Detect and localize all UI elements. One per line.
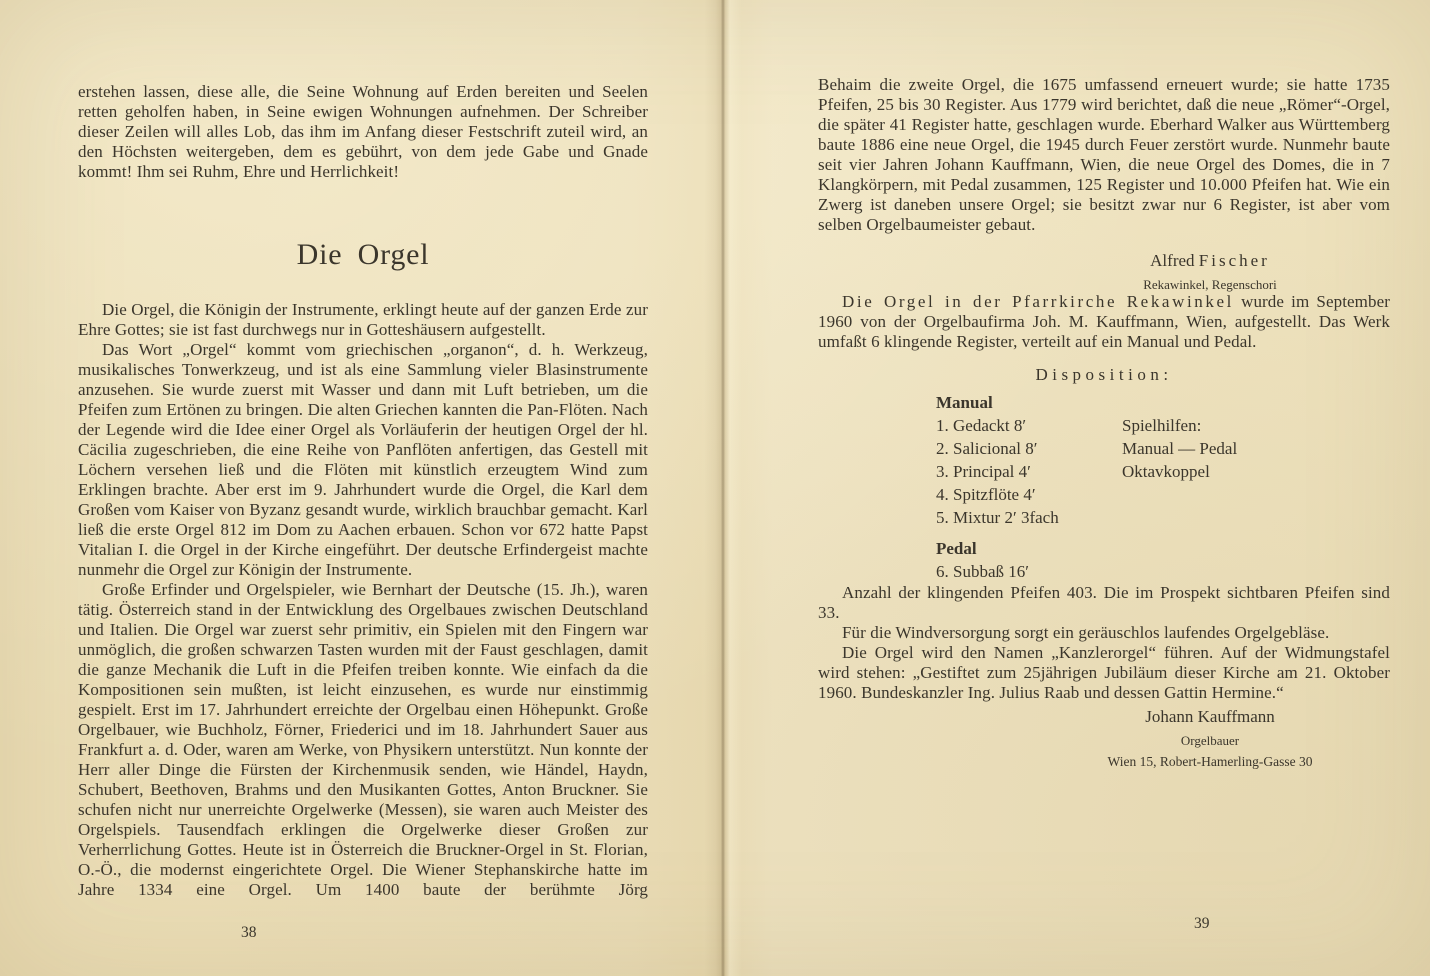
dedication-rest: wurde im September 1960 von der Orgelbaufirma Joh. M. Kauffmann, Wien, aufgestellt. Das Werk umfaßt 6 klingende Register, verteilt auf ein Manual und Pedal.: [818, 292, 1390, 351]
stop-item: 1. Gedackt 8′: [936, 416, 1027, 435]
author-signature: [1070, 251, 1350, 292]
stop-item: 6. Subbaß 16′: [936, 562, 1029, 581]
disposition-title: Disposition:: [1035, 365, 1173, 384]
page-gutter-shadow: [704, 0, 742, 976]
left-page: [78, 82, 648, 900]
dedication-paragraph: [818, 292, 1390, 352]
builder-signature: [1060, 707, 1360, 770]
author-role: Rekawinkel, Regenschori: [1143, 277, 1277, 292]
aid-item: Manual — Pedal: [1122, 439, 1238, 458]
intro-paragraph: erstehen lassen, diese alle, die Seine Wohnung auf Erden bereiten und Seelen retten geholfen haben, in Seine ewigen Wohnungen aufnehmen. Der Schreiber dieser Zeilen will alles Lob, das ihm im Anfang dieser Festschrift zuteil wird, an den Höchsten weitergeben, dem es gebührt, von dem jede Gabe und Gnade kommt! Ihm sei Ruhm, Ehre und Herrlichkeit!: [78, 82, 648, 181]
builder-name: Johann Kauffmann: [1145, 707, 1275, 726]
author-name: [1070, 251, 1350, 271]
author-first-name: Alfred: [1150, 251, 1195, 270]
stop-item: 2. Salicional 8′: [936, 439, 1038, 458]
paragraph: Große Erfinder und Orgelspieler, wie Bernhart der Deutsche (15. Jh.), waren tätig. Österreich stand in der Entwicklung des Orgelbaues zwischen Deutschland und Italien. Die Orgel war zuerst sehr primitiv, ein Spielen mit den Fingern war unmöglich, die großen schwarzen Tasten wurden mit der Faust geschlagen, damit die ganze Mechanik die Luft in die Pfeifen treiben konnte. Wie einfach da die Kompositionen sein mußten, ist leicht einzusehen, es wurde nur einstimmig gespielt. Erst im 17. Jahrhundert erreichte der Orgelbau einen Höhepunkt. Große Orgelbauer, wie Buchholz, Förner, Friederici und im 18. Jahrhundert Sauer aus Frankfurt a. d. Oder, waren am Werke, von Physikern unterstützt. Nun konnte der Herr aller Dinge die Fürsten der Kirchenmusik senden, wie Händel, Haydn, Schubert, Beethoven, Brahms und den Musikanten Gottes, Anton Bruckner. Sie schufen nicht nur unerreichte Orgelwerke (Messen), sie waren auch Meister des Orgelspiels. Tausendfach erklingen die Orgelwerke dieser Großen zur Verherrlichung Gottes. Heute ist in Österreich die Bruckner-Orgel in St. Florian, O.-Ö., die modernst eingerichtete Orgel. Die Wiener Stephanskirche hatte im Jahre 1334 eine Orgel. Um 1400 baute der berühmte Jörg: [78, 580, 648, 899]
pedal-label: Pedal: [936, 539, 977, 558]
paragraph: Die Orgel, die Königin der Instrumente, erklingt heute auf der ganzen Erde zur Ehre Gottes; sie ist fast durchwegs nur in Gotteshäusern aufgestellt.: [78, 300, 648, 339]
aids-label: Spielhilfen:: [1122, 416, 1202, 435]
builder-role: Orgelbauer: [1180, 733, 1240, 748]
paragraph: Das Wort „Orgel“ kommt vom griechischen „organon“, d. h. Werkzeug, musikalisches Tonwerkzeug, und ist als eine Sammlung vieler Blasinstrumente anzusehen. Sie wurde zuerst mit Wasser und dann mit Luft betrieben, um die Pfeifen zum Ertönen zu bringen. Die alten Griechen kannten die Pan-Flöten. Nach der Legende wird die Idee einer Orgel als Vorläuferin der heutigen Orgel der hl. Cäcilia zugeschrieben, die eine Reihe von Panflöten anfertigen, das Gestell mit Löchern versehen ließ und die Flöten mit künstlich erzeugtem Wind zum Erklingen brachte. Aber erst im 9. Jahrhundert wurde die Orgel, die Karl dem Großen vom Kaiser von Byzanz gesandt wurde, wirklich brauchbar gemacht. Karl ließ die erste Orgel 812 im Dom zu Aachen erbauen. Schon vor 672 hatte Papst Vitalian I. die Orgel in der Kirche eingeführt. Der deutsche Erfindergeist machte nunmehr die Orgel zur Königin der Instrumente.: [78, 340, 648, 579]
naming-paragraph: Die Orgel wird den Namen „Kanzlerorgel“ führen. Auf der Widmungstafel wird stehen: „Gestiftet zum 25jährigen Jubiläum dieser Kirche am 21. Oktober 1960. Bundeskanzler Ing. Julius Raab und dessen Gattin Hermine.“: [818, 643, 1390, 702]
author-last-name: Fischer: [1198, 251, 1270, 270]
pipes-paragraph: Anzahl der klingenden Pfeifen 403. Die im Prospekt sichtbaren Pfeifen sind 33.: [818, 583, 1390, 622]
page-number-right: 39: [1194, 915, 1210, 932]
dedication-lead: Die Orgel in der Pfarrkirche Rekawinkel: [842, 292, 1234, 311]
stop-item: 3. Principal 4′: [936, 462, 1031, 481]
right-page: [818, 75, 1390, 770]
stop-item: 5. Mixtur 2′ 3fach: [936, 508, 1059, 527]
stop-item: 4. Spitzflöte 4′: [936, 485, 1036, 504]
paragraph: Behaim die zweite Orgel, die 1675 umfassend erneuert wurde; sie hatte 1735 Pfeifen, 25 bis 30 Register. Aus 1779 wird berichtet, daß die neue „Römer“-Orgel, die später 41 Register hatte, geschlagen wurde. Eberhard Walker aus Württemberg baute 1886 eine neue Orgel, die 1945 durch Feuer zerstört wurde. Nunmehr baute seit vier Jahren Johann Kauffmann, Wien, die neue Orgel des Domes, die in 7 Klangkörpern, mit Pedal zusammen, 125 Register und 10.000 Pfeifen hat. Wie ein Zwerg ist daneben unsere Orgel; sie besitzt zwar nur 6 Register, ist aber vom selben Orgelbaumeister gebaut.: [818, 75, 1390, 234]
page-number-left: 38: [241, 924, 257, 941]
chapter-heading: Die Orgel: [296, 238, 430, 271]
builder-address: Wien 15, Robert-Hamerling-Gasse 30: [1107, 754, 1313, 769]
aid-item: Oktavkoppel: [1122, 462, 1210, 481]
disposition-table: [818, 391, 1390, 583]
manual-label: Manual: [936, 393, 993, 412]
wind-paragraph: Für die Windversorgung sorgt ein geräuschlos laufendes Orgelgebläse.: [842, 623, 1330, 642]
disposition-aids-column: [1122, 414, 1237, 483]
